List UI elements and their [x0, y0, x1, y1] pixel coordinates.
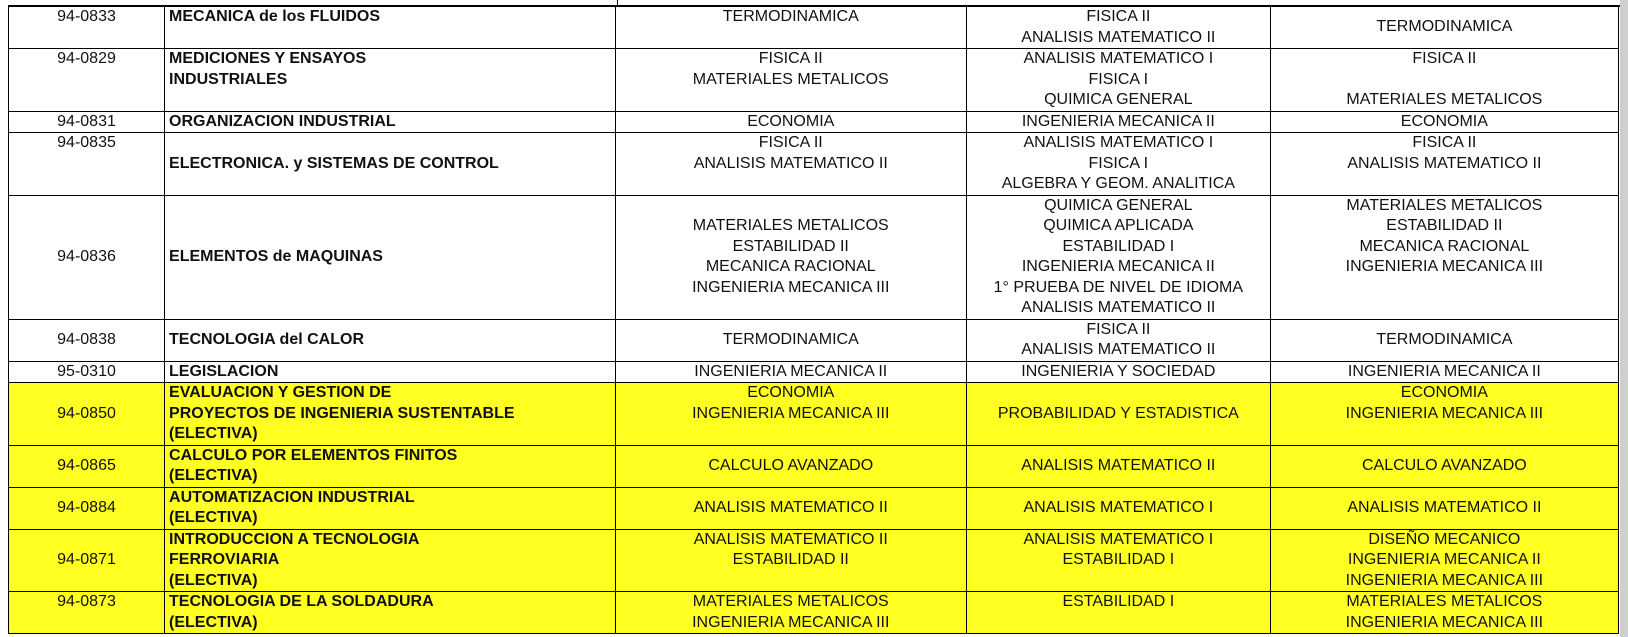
subject-name: AUTOMATIZACION INDUSTRIAL (ELECTIVA): [165, 487, 616, 529]
subject-name: MEDICIONES Y ENSAYOS INDUSTRIALES: [165, 49, 616, 112]
prereq-cell-2: INGENIERIA Y SOCIEDAD: [966, 361, 1270, 383]
prereq-cell-3: TERMODINAMICA: [1270, 319, 1618, 361]
prereq-cell-3: FISICA II MATERIALES METALICOS: [1270, 49, 1618, 112]
prereq-cell-3: ECONOMIA: [1270, 111, 1618, 133]
prereq-cell-3: TERMODINAMICA: [1270, 7, 1618, 49]
subject-code: 94-0873: [9, 592, 165, 634]
prereq-cell-1: TERMODINAMICA: [615, 319, 966, 361]
prereq-cell-3: ANALISIS MATEMATICO II: [1270, 487, 1618, 529]
table-row: [9, 133, 1619, 196]
prereq-cell-1: ANALISIS MATEMATICO II ESTABILIDAD II: [615, 529, 966, 592]
subject-code: 94-0865: [9, 445, 165, 487]
subject-code: 94-0850: [9, 383, 165, 446]
subject-code: 94-0831: [9, 111, 165, 133]
prereq-cell-3: INGENIERIA MECANICA II: [1270, 361, 1618, 383]
subject-name: ELECTRONICA. y SISTEMAS DE CONTROL: [165, 133, 616, 196]
prereq-cell-3: DISEÑO MECANICO INGENIERIA MECANICA II INGENIERIA MECANICA III: [1270, 529, 1618, 592]
prereq-cell-2: INGENIERIA MECANICA II: [966, 111, 1270, 133]
subject-name: ELEMENTOS de MAQUINAS: [165, 195, 616, 319]
prereq-cell-2: ANALISIS MATEMATICO II: [966, 445, 1270, 487]
subject-code: 94-0838: [9, 319, 165, 361]
subject-code: 94-0871: [9, 529, 165, 592]
subject-code: 95-0310: [9, 361, 165, 383]
window-edge-shadow: [1620, 0, 1628, 637]
prereq-cell-1: CALCULO AVANZADO: [615, 445, 966, 487]
table-row: [9, 49, 1619, 112]
subject-code: 94-0836: [9, 195, 165, 319]
correlatives-table: [8, 6, 1619, 634]
prereq-cell-1: ECONOMIA INGENIERIA MECANICA III: [615, 383, 966, 446]
prereq-cell-1: ECONOMIA: [615, 111, 966, 133]
table-row: [9, 111, 1619, 133]
prereq-cell-2: ANALISIS MATEMATICO I FISICA I ALGEBRA Y GEOM. ANALITICA: [966, 133, 1270, 196]
table-row: [9, 361, 1619, 383]
prereq-cell-3: CALCULO AVANZADO: [1270, 445, 1618, 487]
prereq-cell-3: MATERIALES METALICOS INGENIERIA MECANICA III: [1270, 592, 1618, 634]
prereq-cell-1: TERMODINAMICA: [615, 7, 966, 49]
prereq-cell-2: ANALISIS MATEMATICO I ESTABILIDAD I: [966, 529, 1270, 592]
prereq-cell-1: MATERIALES METALICOS ESTABILIDAD II MECANICA RACIONAL INGENIERIA MECANICA III: [615, 195, 966, 319]
table-row: [9, 7, 1619, 49]
table-row-elective: [9, 445, 1619, 487]
table-row-elective: [9, 529, 1619, 592]
table-row: [9, 319, 1619, 361]
prereq-cell-2: PROBABILIDAD Y ESTADISTICA: [966, 383, 1270, 446]
subject-name: ORGANIZACION INDUSTRIAL: [165, 111, 616, 133]
prereq-cell-2: ANALISIS MATEMATICO I: [966, 487, 1270, 529]
prereq-cell-3: FISICA II ANALISIS MATEMATICO II: [1270, 133, 1618, 196]
prereq-cell-3: MATERIALES METALICOS ESTABILIDAD II MECANICA RACIONAL INGENIERIA MECANICA III: [1270, 195, 1618, 319]
subject-name: TECNOLOGIA del CALOR: [165, 319, 616, 361]
table-row-elective: [9, 487, 1619, 529]
prereq-cell-3: ECONOMIA INGENIERIA MECANICA III: [1270, 383, 1618, 446]
prereq-cell-2: ESTABILIDAD I: [966, 592, 1270, 634]
prereq-cell-1: MATERIALES METALICOS INGENIERIA MECANICA III: [615, 592, 966, 634]
table-row-elective: [9, 592, 1619, 634]
subject-code: 94-0884: [9, 487, 165, 529]
subject-name: TECNOLOGIA DE LA SOLDADURA (ELECTIVA): [165, 592, 616, 634]
subject-code: 94-0829: [9, 49, 165, 112]
subject-name: LEGISLACION: [165, 361, 616, 383]
table-row: [9, 195, 1619, 319]
subject-code: 94-0835: [9, 133, 165, 196]
prereq-cell-2: QUIMICA GENERAL QUIMICA APLICADA ESTABILIDAD I INGENIERIA MECANICA II 1° PRUEBA DE NIVEL DE IDIOMA ANALISIS MATEMATICO II: [966, 195, 1270, 319]
subject-name: INTRODUCCION A TECNOLOGIA FERROVIARIA (ELECTIVA): [165, 529, 616, 592]
prereq-cell-2: ANALISIS MATEMATICO I FISICA I QUIMICA GENERAL: [966, 49, 1270, 112]
prereq-cell-1: FISICA II ANALISIS MATEMATICO II: [615, 133, 966, 196]
prereq-cell-1: FISICA II MATERIALES METALICOS: [615, 49, 966, 112]
subject-name: CALCULO POR ELEMENTOS FINITOS (ELECTIVA): [165, 445, 616, 487]
prereq-cell-2: FISICA II ANALISIS MATEMATICO II: [966, 319, 1270, 361]
table-row-elective: [9, 383, 1619, 446]
subject-code: 94-0833: [9, 7, 165, 49]
subject-name: EVALUACION Y GESTION DE PROYECTOS DE INGENIERIA SUSTENTABLE (ELECTIVA): [165, 383, 616, 446]
prereq-cell-1: ANALISIS MATEMATICO II: [615, 487, 966, 529]
subject-name: MECANICA de los FLUIDOS: [165, 7, 616, 49]
prereq-cell-1: INGENIERIA MECANICA II: [615, 361, 966, 383]
prereq-cell-2: FISICA II ANALISIS MATEMATICO II: [966, 7, 1270, 49]
